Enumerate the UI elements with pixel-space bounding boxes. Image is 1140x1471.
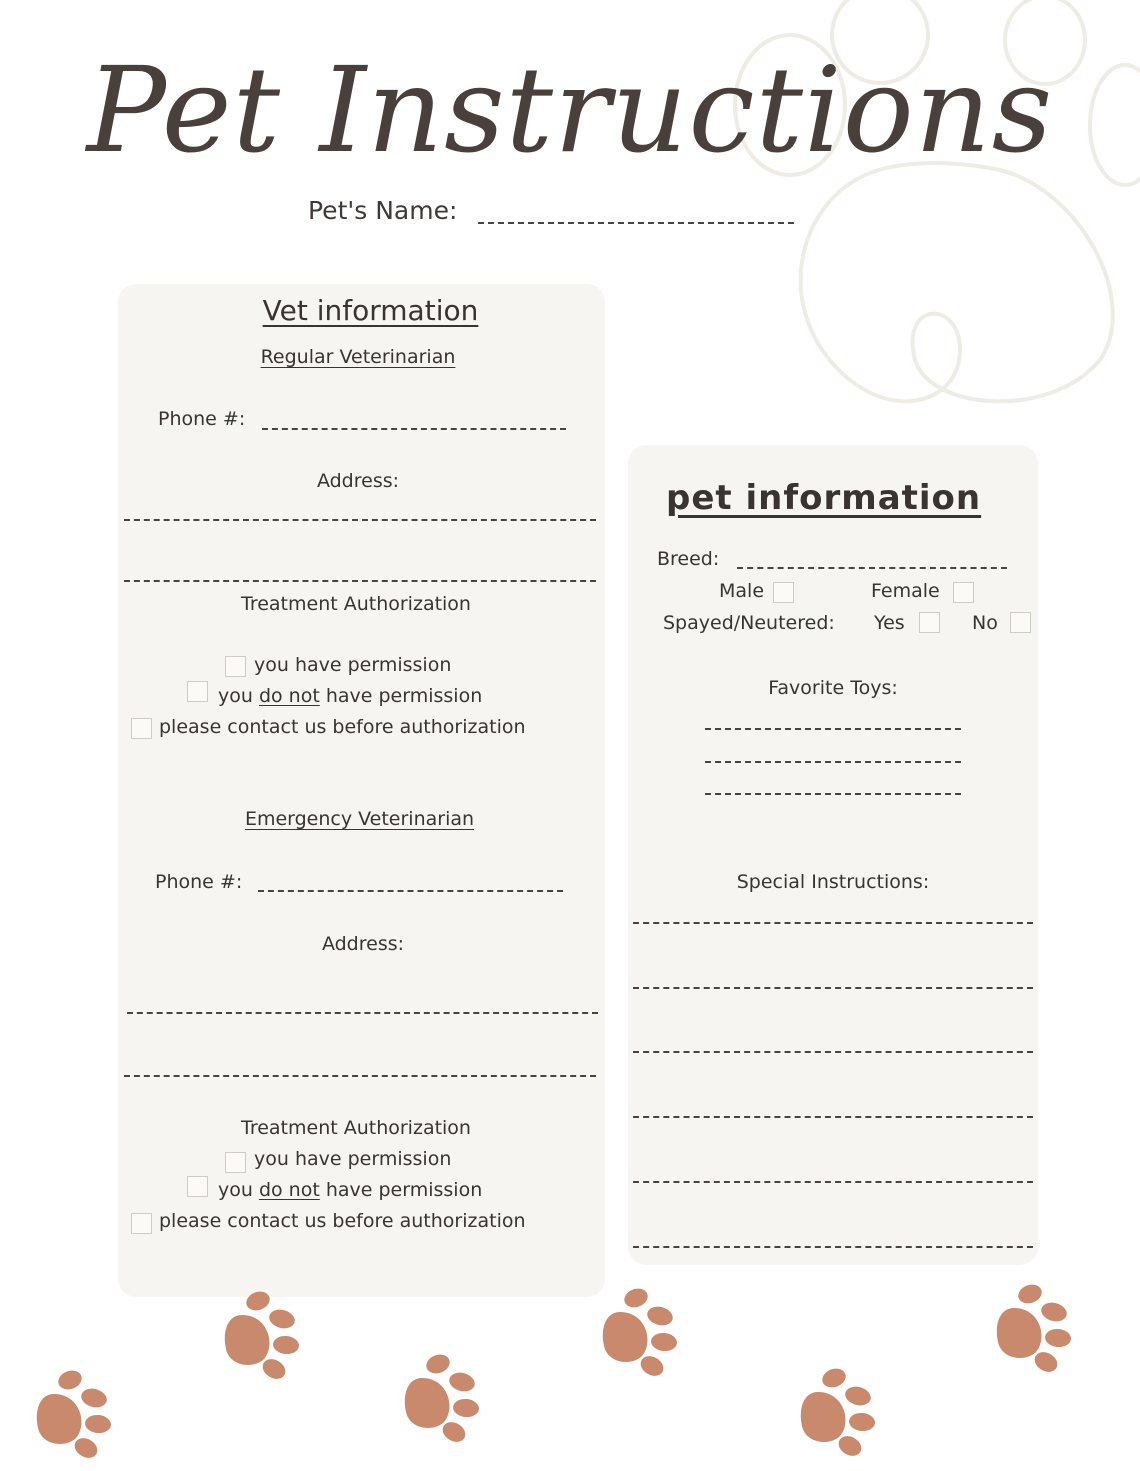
pet-name-line[interactable] xyxy=(478,222,794,224)
paw-print-icon xyxy=(801,1365,876,1459)
emergency-treatment-label: Treatment Authorization xyxy=(241,1117,471,1139)
emergency-vet-heading: Emergency Veterinarian xyxy=(244,808,475,830)
no-perm-prefix: you xyxy=(218,1179,259,1201)
special-line-4[interactable] xyxy=(633,1116,1033,1118)
regular-phone-line[interactable] xyxy=(262,428,566,430)
special-line-6[interactable] xyxy=(633,1246,1033,1248)
no-perm-emphasis: do not xyxy=(258,1179,320,1201)
emergency-no-permission-text xyxy=(218,1179,482,1201)
emergency-address-label: Address: xyxy=(321,933,405,955)
favorite-toys-label: Favorite Toys: xyxy=(768,677,898,699)
special-line-3[interactable] xyxy=(633,1051,1033,1053)
no-perm-suffix: have permission xyxy=(319,1179,483,1201)
pet-name-label: Pet's Name: xyxy=(308,196,458,225)
paw-print-icon xyxy=(37,1367,112,1461)
emergency-address-line-1[interactable] xyxy=(127,1012,598,1014)
regular-address-line-2[interactable] xyxy=(124,580,596,582)
regular-address-line-1[interactable] xyxy=(124,519,596,521)
regular-no-permission-text xyxy=(218,685,482,707)
regular-contact-checkbox[interactable] xyxy=(131,718,152,739)
regular-treatment-label: Treatment Authorization xyxy=(241,593,471,615)
pet-information-heading: pet information xyxy=(666,478,982,518)
breed-label: Breed: xyxy=(657,548,720,570)
vet-information-heading: Vet information xyxy=(262,294,479,327)
emergency-permission-text: you have permission xyxy=(254,1148,452,1170)
spayed-neutered-label: Spayed/Neutered: xyxy=(663,612,835,634)
regular-address-label: Address: xyxy=(316,470,400,492)
spayed-yes-checkbox[interactable] xyxy=(919,612,940,633)
emergency-phone-label: Phone #: xyxy=(155,871,243,893)
special-line-2[interactable] xyxy=(633,987,1033,989)
emergency-no-permission-checkbox[interactable] xyxy=(187,1176,208,1197)
emergency-phone-line[interactable] xyxy=(258,890,563,892)
no-perm-emphasis: do not xyxy=(258,685,320,707)
pet-name-field[interactable] xyxy=(308,196,457,225)
no-perm-prefix: you xyxy=(218,685,259,707)
regular-no-permission-checkbox[interactable] xyxy=(187,681,208,702)
emergency-contact-checkbox[interactable] xyxy=(131,1213,152,1234)
emergency-permission-checkbox[interactable] xyxy=(225,1152,246,1173)
male-label: Male xyxy=(719,580,765,602)
paw-print-icon xyxy=(603,1285,678,1379)
toy-line-3[interactable] xyxy=(705,793,961,795)
no-label: No xyxy=(972,612,998,634)
paw-print-icon xyxy=(405,1351,480,1445)
female-label: Female xyxy=(871,580,940,602)
vet-information-panel xyxy=(118,284,605,1297)
special-line-5[interactable] xyxy=(633,1181,1033,1183)
yes-label: Yes xyxy=(874,612,905,634)
spayed-no-checkbox[interactable] xyxy=(1010,612,1031,633)
special-instructions-label: Special Instructions: xyxy=(736,871,930,893)
paw-prints-decoration xyxy=(0,1280,1140,1471)
regular-permission-checkbox[interactable] xyxy=(225,656,246,677)
special-line-1[interactable] xyxy=(633,922,1033,924)
no-perm-suffix: have permission xyxy=(319,685,483,707)
paw-print-icon xyxy=(997,1281,1072,1375)
emergency-contact-text: please contact us before authorization xyxy=(159,1210,526,1232)
toy-line-2[interactable] xyxy=(705,761,961,763)
regular-contact-text: please contact us before authorization xyxy=(159,716,526,738)
emergency-address-line-2[interactable] xyxy=(124,1075,596,1077)
paw-print-icon xyxy=(225,1288,300,1382)
male-checkbox[interactable] xyxy=(773,582,794,603)
regular-vet-heading: Regular Veterinarian xyxy=(260,346,456,368)
regular-permission-text: you have permission xyxy=(254,654,452,676)
female-checkbox[interactable] xyxy=(953,582,974,603)
regular-phone-label: Phone #: xyxy=(158,408,246,430)
page-title: Pet Instructions xyxy=(86,41,1054,179)
toy-line-1[interactable] xyxy=(705,728,961,730)
breed-line[interactable] xyxy=(737,567,1007,569)
